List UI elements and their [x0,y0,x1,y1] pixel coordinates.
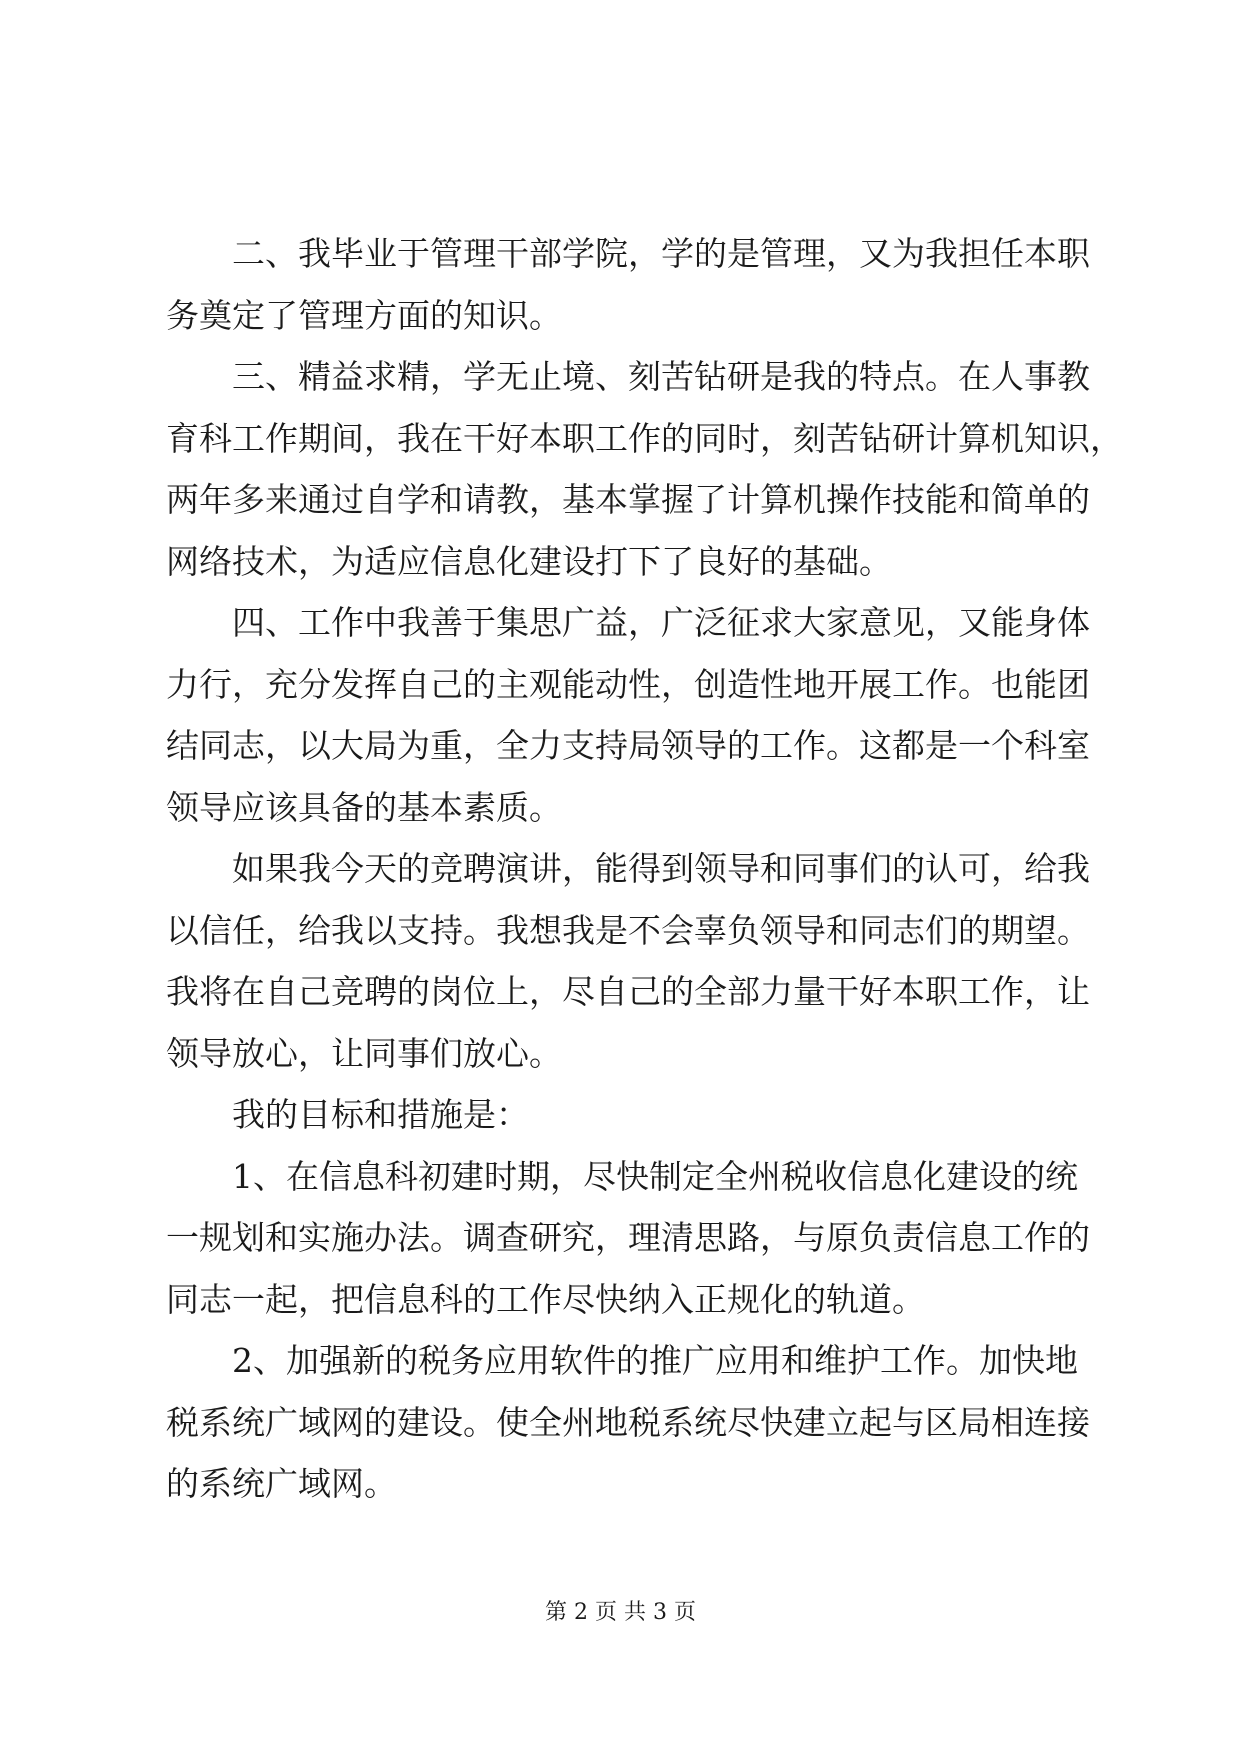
paragraph-line: 同志一起，把信息科的工作尽快纳入正规化的轨道。 [166,1279,925,1319]
paragraph-line: 如果我今天的竞聘演讲，能得到领导和同事们的认可，给我 [232,849,1090,888]
paragraph-line: 结同志，以大局为重，全力支持局领导的工作。这都是一个科室 [166,726,1090,765]
document-body [166,231,1123,1523]
paragraph-line: 的系统广域网。 [166,1464,397,1503]
paragraph-line: 我的目标和措施是： [232,1095,529,1134]
paragraph-line: 二、我毕业于管理干部学院，学的是管理，又为我担任本职 [232,234,1090,273]
page-number-footer: 第 2 页 共 3 页 [545,1600,696,1625]
paragraph-line: 以信任，给我以支持。我想我是不会辜负领导和同志们的期望。 [166,910,1090,950]
paragraph-line: 一规划和实施办法。调查研究，理清思路，与原负责信息工作的 [166,1218,1090,1257]
paragraph-line: 力行，充分发挥自己的主观能动性，创造性地开展工作。也能团 [166,664,1090,704]
paragraph-line: 税系统广域网的建设。使全州地税系统尽快建立起与区局相连接 [166,1402,1090,1442]
paragraph-line: 网络技术，为适应信息化建设打下了良好的基础。 [166,541,892,581]
paragraph-line: 育科工作期间，我在干好本职工作的同时，刻苦钻研计算机知识， [166,418,1123,458]
paragraph-line: 三、精益求精，学无止境、刻苦钻研是我的特点。在人事教 [232,357,1090,396]
paragraph-line: 领导应该具备的基本素质。 [166,787,562,827]
paragraph-line: 领导放心，让同事们放心。 [166,1033,562,1073]
paragraph-line: 我将在自己竞聘的岗位上，尽自己的全部力量干好本职工作，让 [166,972,1090,1011]
paragraph-line: 务奠定了管理方面的知识。 [166,295,562,335]
paragraph-line: 四、工作中我善于集思广益，广泛征求大家意见，又能身体 [232,603,1090,642]
paragraph-line: 两年多来通过自学和请教，基本掌握了计算机操作技能和简单的 [166,480,1090,519]
paragraph-line: 1、在信息科初建时期，尽快制定全州税收信息化建设的统 [232,1156,1078,1196]
paragraph-line: 2、加强新的税务应用软件的推广应用和维护工作。加快地 [232,1341,1078,1380]
